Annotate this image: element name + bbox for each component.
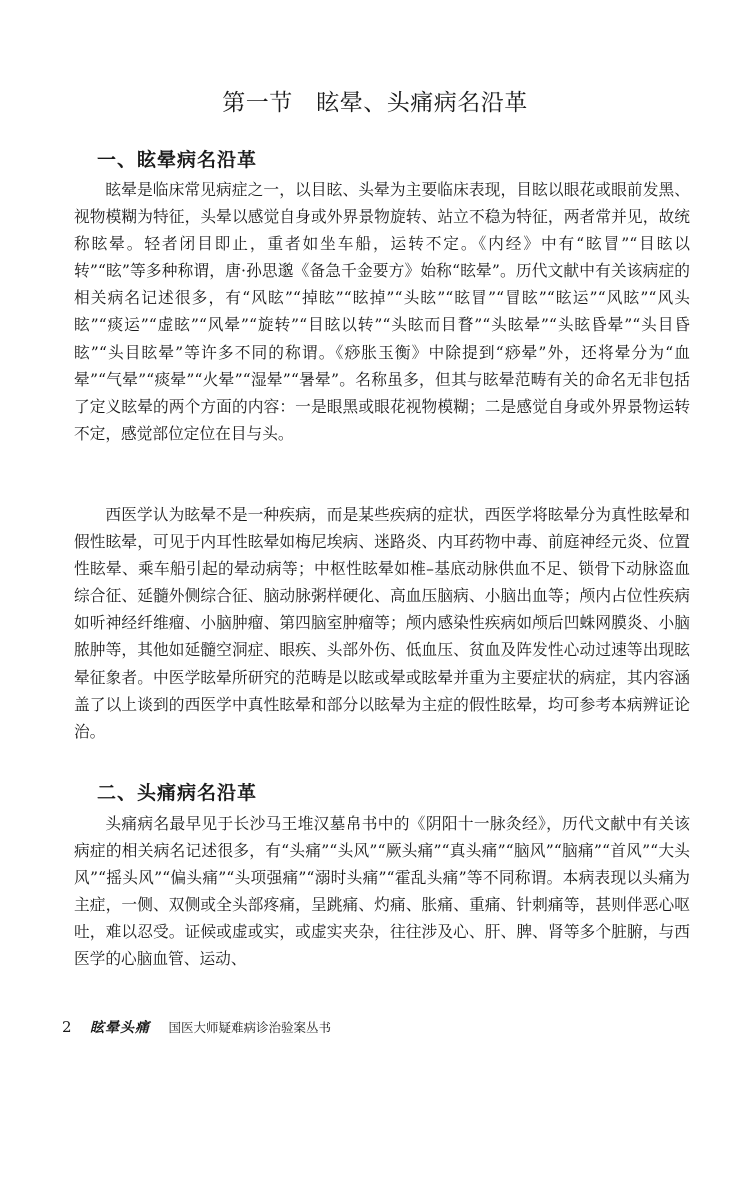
paragraph-headache-history: 头痛病名最早见于长沙马王堆汉墓帛书中的《阴阳十一脉灸经》，历代文献中有关该病症的相关病名记述很多，有“头痛”“头风”“厥头痛”“真头痛”“脑风”“脑痛”“首风”“大头风”“摇头风”“偏头痛”“头项强痛”“溺时头痛”“霍乱头痛”等不同称谓。本病表现以头痛为主症，一侧、双侧或全头部疼痛，呈跳痛、灼痛、胀痛、重痛、针刺痛等，甚则伴恶心呕吐，难以忍受。证候或虚或实，或虚实夹杂，往往涉及心、肝、脾、肾等多个脏腑，与西医学的心脑血管、运动、: [74, 814, 690, 969]
paragraph-vertigo-definition: 眩晕是临床常见病症之一，以目眩、头晕为主要临床表现，目眩以眼花或眼前发黑、视物模糊为特征，头晕以感觉自身或外界景物旋转、站立不稳为特征，两者常并见，故统称眩晕。轻者闭目即止，重者如坐车船，运转不定。《内经》中有“眩冒”“目眩以转”“眩”等多种称谓，唐·孙思邈《备急千金要方》始称“眩晕”。历代文献中有关该病症的相关病名记述很多，有“风眩”“掉眩”“眩掉”“头眩”“眩冒”“冒眩”“眩运”“风眩”“风头眩”“痰运”“虚眩”“风晕”“旋转”“目眩以转”“头眩而目瞀”“头眩晕”“头眩昏晕”“头目昏眩”“头目眩晕”等许多不同的称谓。《痧胀玉衡》中除提到“痧晕”外，还将晕分为“血晕”“气晕”“痰晕”“火晕”“湿晕”“暑晕”。名称虽多，但其与眩晕范畴有关的命名无非包括了定义眩晕的两个方面的内容：一是眼黑或眼花视物模糊；二是感觉自身或外界景物运转不定，感觉部位定位在目与头。: [74, 180, 690, 443]
section-heading-headache: 二、头痛病名沿革: [97, 782, 258, 804]
series-name: 国医大师疑难病诊治验案丛书: [168, 1020, 331, 1035]
page-number: 2: [62, 1018, 72, 1036]
book-short-title: 眩晕头痛: [90, 1020, 150, 1036]
section-heading-vertigo: 一、眩晕病名沿革: [97, 149, 258, 171]
chapter-title: 第一节 眩晕、头痛病名沿革: [222, 90, 528, 116]
page-footer: [62, 1016, 331, 1038]
paragraph-vertigo-western-medicine: 西医学认为眩晕不是一种疾病，而是某些疾病的症状，西医学将眩晕分为真性眩晕和假性眩晕，可见于内耳性眩晕如梅尼埃病、迷路炎、内耳药物中毒、前庭神经元炎、位置性眩晕、乘车船引起的晕动病等；中枢性眩晕如椎–基底动脉供血不足、锁骨下动脉盗血综合征、延髓外侧综合征、脑动脉粥样硬化、高血压脑病、小脑出血等；颅内占位性疾病如听神经纤维瘤、小脑肿瘤、第四脑室肿瘤等；颅内感染性疾病如颅后凹蛛网膜炎、小脑脓肿等，其他如延髓空洞症、眼疾、头部外伤、低血压、贫血及阵发性心动过速等出现眩晕征象者。中医学眩晕所研究的范畴是以眩或晕或眩晕并重为主要症状的病症，其内容涵盖了以上谈到的西医学中真性眩晕和部分以眩晕为主症的假性眩晕，均可参考本病辨证论治。: [74, 505, 690, 741]
